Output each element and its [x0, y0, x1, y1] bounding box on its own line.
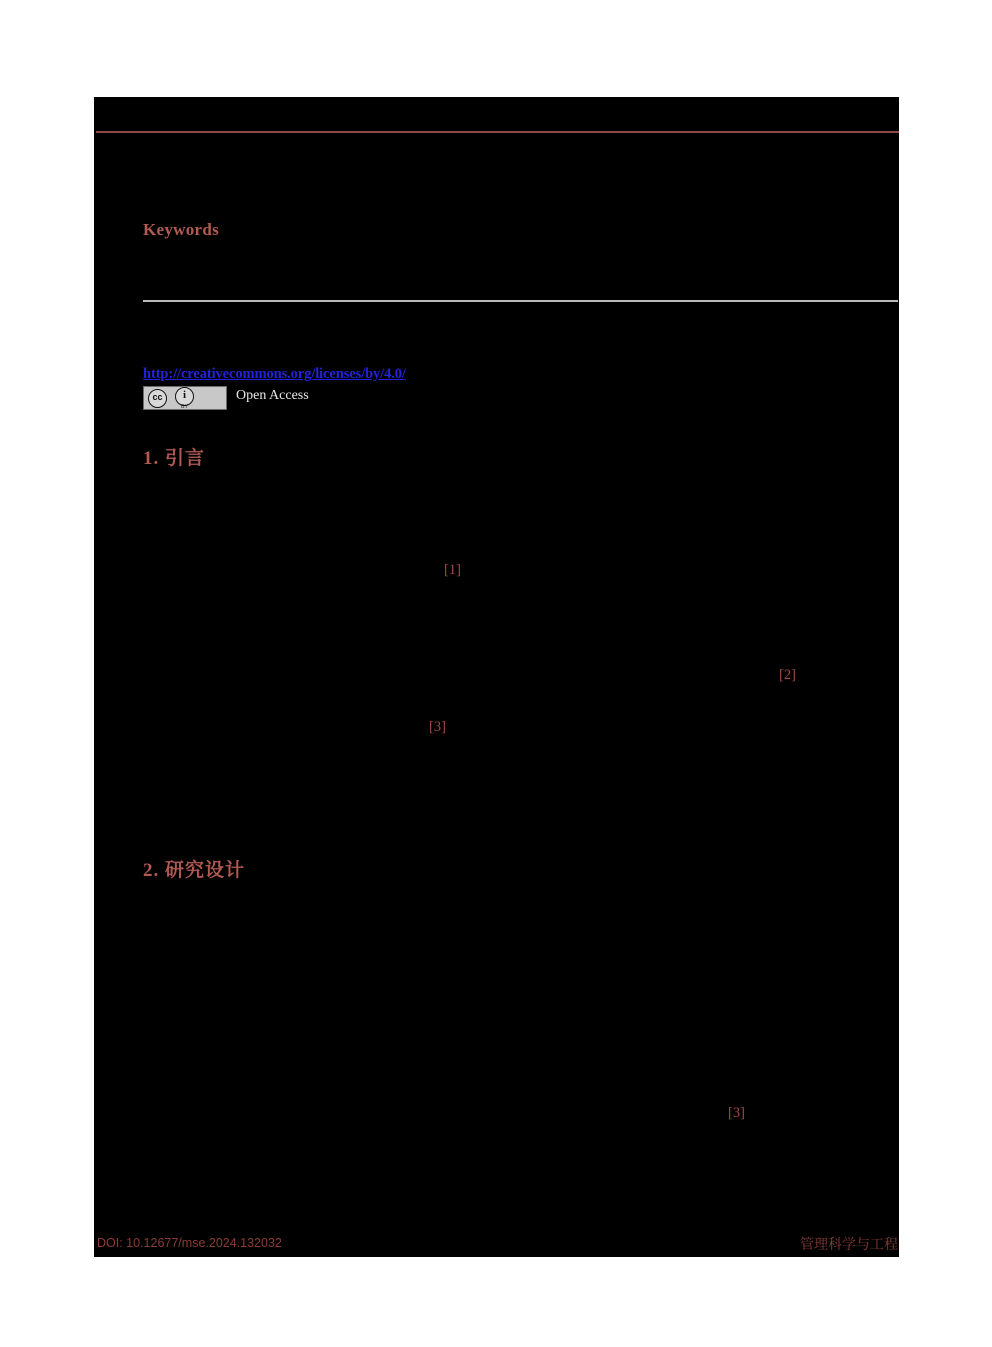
citation-marker[interactable]: [2] — [779, 667, 796, 683]
section-heading-2 — [143, 855, 245, 882]
section-1-number: 1. — [143, 448, 160, 469]
citation-marker[interactable]: [3] — [728, 1105, 745, 1121]
cc-by-icon-wrap — [175, 387, 194, 410]
section-heading-1 — [143, 443, 205, 470]
section-1-title: 引言 — [165, 448, 206, 469]
footer-journal-name: 管理科学与工程 — [800, 1236, 898, 1252]
creative-commons-badge — [143, 386, 227, 410]
citation-marker[interactable]: [3] — [429, 719, 446, 735]
section-2-title: 研究设计 — [165, 860, 246, 881]
header-divider — [96, 131, 899, 133]
open-access-label: Open Access — [236, 388, 309, 403]
section-divider — [143, 300, 898, 302]
cc-logo-icon: cc — [148, 389, 167, 408]
license-link[interactable]: http://creativecommons.org/licenses/by/4.0/ — [143, 366, 406, 382]
cc-by-person-icon: i — [175, 387, 194, 406]
citation-marker[interactable]: [1] — [444, 562, 461, 578]
footer-doi[interactable]: DOI: 10.12677/mse.2024.132032 — [97, 1236, 282, 1250]
section-2-number: 2. — [143, 860, 160, 881]
cc-by-caption: BY — [181, 403, 188, 410]
keywords-heading: Keywords — [143, 220, 220, 239]
